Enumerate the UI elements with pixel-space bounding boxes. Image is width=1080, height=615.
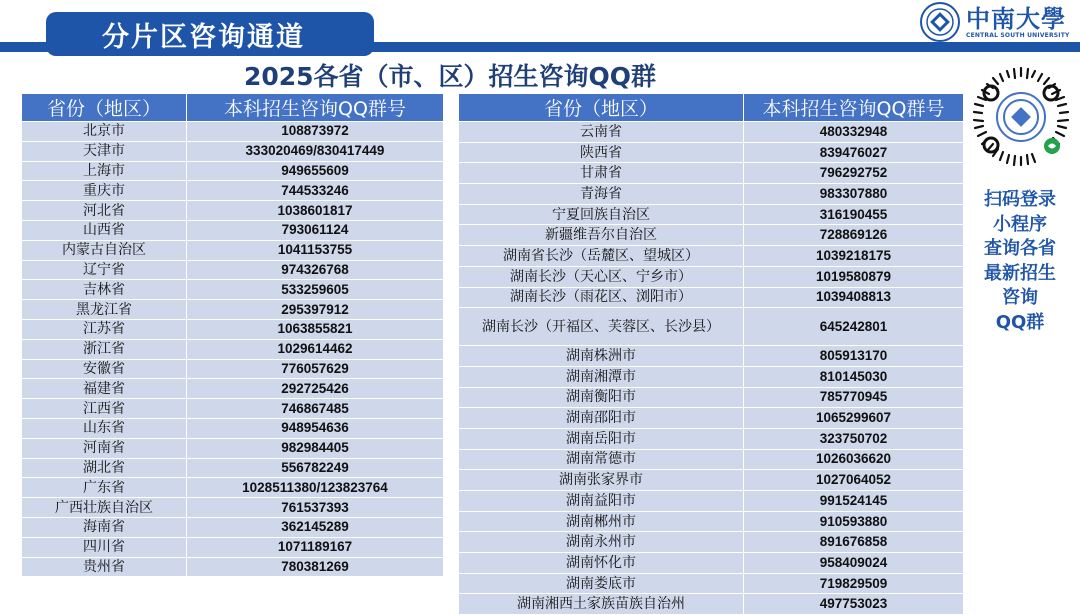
scan-instruction-line: 查询各省 <box>984 238 1056 259</box>
table-row <box>22 458 444 478</box>
table-row <box>459 246 964 267</box>
table-row <box>22 418 444 438</box>
region-cell: 湖南省长沙（岳麓区、望城区） <box>459 246 744 267</box>
scan-instruction-line: QQ群 <box>995 311 1045 333</box>
mini-program-qr-code-icon <box>970 66 1072 168</box>
column-header-qq: 本科招生咨询QQ群号 <box>744 94 964 122</box>
university-seal-icon <box>920 2 960 42</box>
table-row <box>459 491 964 512</box>
region-cell: 内蒙古自治区 <box>22 240 187 260</box>
region-cell: 四川省 <box>22 537 187 557</box>
logo-chinese-name: 中南大學 <box>966 3 1066 33</box>
table-row <box>22 379 444 399</box>
qq-number-cell[interactable]: 533259605 <box>187 280 444 300</box>
qq-number-cell[interactable]: 761537393 <box>187 498 444 518</box>
table-row <box>459 204 964 225</box>
qq-number-cell[interactable]: 982984405 <box>187 438 444 458</box>
region-cell: 河北省 <box>22 201 187 221</box>
qq-number-cell[interactable]: 839476027 <box>744 142 964 163</box>
table-row <box>22 122 444 142</box>
region-cell: 青海省 <box>459 184 744 205</box>
table-header-row <box>459 94 964 122</box>
scan-instruction-line: 小程序 <box>993 213 1047 235</box>
page-title: 2025各省（市、区）招生咨询QQ群 <box>243 62 657 91</box>
region-cell: 湖南长沙（雨花区、浏阳市） <box>459 287 744 308</box>
qq-number-cell[interactable]: 1026036620 <box>744 449 964 470</box>
table-row <box>22 280 444 300</box>
region-cell: 湖南衡阳市 <box>459 387 744 408</box>
qq-group-table-left <box>21 93 444 577</box>
table-row <box>459 287 964 308</box>
table-row <box>22 438 444 458</box>
column-header-province: 省份（地区） <box>22 94 187 122</box>
region-cell: 山东省 <box>22 418 187 438</box>
qq-number-cell[interactable]: 1065299607 <box>744 408 964 429</box>
region-cell: 北京市 <box>22 122 187 142</box>
qq-number-cell[interactable]: 1028511380/123823764 <box>187 478 444 498</box>
region-cell: 湖南长沙（天心区、宁乡市） <box>459 266 744 287</box>
table-row <box>22 141 444 161</box>
qq-number-cell[interactable]: 1039218175 <box>744 246 964 267</box>
region-cell: 浙江省 <box>22 339 187 359</box>
table-row <box>459 553 964 574</box>
table-row <box>459 266 964 287</box>
region-cell: 河南省 <box>22 438 187 458</box>
region-cell: 湖南湘西土家族苗族自治州 <box>459 594 744 615</box>
table-row <box>459 184 964 205</box>
region-cell: 新疆维吾尔自治区 <box>459 225 744 246</box>
region-cell: 湖南张家界市 <box>459 470 744 491</box>
scan-instruction <box>968 188 1072 335</box>
qq-number-cell[interactable]: 333020469/830417449 <box>187 141 444 161</box>
table-row <box>459 346 964 367</box>
region-cell: 吉林省 <box>22 280 187 300</box>
qq-number-cell[interactable]: 728869126 <box>744 225 964 246</box>
region-cell: 湖南怀化市 <box>459 553 744 574</box>
table-row <box>22 260 444 280</box>
qq-number-cell[interactable]: 776057629 <box>187 359 444 379</box>
region-cell: 上海市 <box>22 161 187 181</box>
table-row <box>459 532 964 553</box>
qq-number-cell[interactable]: 948954636 <box>187 418 444 438</box>
region-cell: 湖南湘潭市 <box>459 366 744 387</box>
region-cell: 江苏省 <box>22 319 187 339</box>
qq-number-cell[interactable]: 1019580879 <box>744 266 964 287</box>
region-cell: 贵州省 <box>22 557 187 577</box>
table-header-row <box>22 94 444 122</box>
table-row <box>459 122 964 143</box>
qq-number-cell[interactable]: 1029614462 <box>187 339 444 359</box>
region-cell: 湖南岳阳市 <box>459 428 744 449</box>
table-row <box>459 163 964 184</box>
qq-number-cell[interactable]: 292725426 <box>187 379 444 399</box>
qq-number-cell[interactable]: 974326768 <box>187 260 444 280</box>
region-cell: 重庆市 <box>22 181 187 201</box>
qq-number-cell[interactable]: 362145289 <box>187 517 444 537</box>
logo-english-name: CENTRAL SOUTH UNIVERSITY <box>966 31 1070 39</box>
qq-number-cell[interactable]: 780381269 <box>187 557 444 577</box>
column-header-qq: 本科招生咨询QQ群号 <box>187 94 444 122</box>
qq-number-cell[interactable]: 949655609 <box>187 161 444 181</box>
region-cell: 江西省 <box>22 399 187 419</box>
region-cell: 湖南郴州市 <box>459 511 744 532</box>
qq-group-table-right <box>458 93 964 615</box>
qq-number-cell[interactable]: 1071189167 <box>187 537 444 557</box>
table-row <box>459 511 964 532</box>
region-cell: 山西省 <box>22 220 187 240</box>
region-cell: 辽宁省 <box>22 260 187 280</box>
qq-number-cell[interactable]: 810145030 <box>744 366 964 387</box>
qq-number-cell[interactable]: 983307880 <box>744 184 964 205</box>
table-row <box>459 308 964 346</box>
table-row <box>459 573 964 594</box>
region-cell: 陕西省 <box>459 142 744 163</box>
scan-instruction-line: 咨询 <box>1002 287 1038 308</box>
qq-number-cell[interactable]: 497753023 <box>744 594 964 615</box>
column-header-province: 省份（地区） <box>459 94 744 122</box>
region-cell: 广西壮族自治区 <box>22 498 187 518</box>
table-row <box>22 220 444 240</box>
qq-number-cell[interactable]: 891676858 <box>744 532 964 553</box>
table-row <box>22 339 444 359</box>
table-row <box>22 161 444 181</box>
table-row <box>22 399 444 419</box>
qq-number-cell[interactable]: 958409024 <box>744 553 964 574</box>
table-row <box>459 449 964 470</box>
qq-number-cell[interactable]: 108873972 <box>187 122 444 142</box>
region-cell: 福建省 <box>22 379 187 399</box>
qq-number-cell[interactable]: 295397912 <box>187 300 444 320</box>
scan-instruction-line: 扫码登录 <box>984 189 1056 210</box>
table-row <box>459 366 964 387</box>
qq-number-cell[interactable]: 323750702 <box>744 428 964 449</box>
table-row <box>459 142 964 163</box>
table-row <box>22 498 444 518</box>
region-cell: 天津市 <box>22 141 187 161</box>
table-row <box>459 387 964 408</box>
table-row <box>22 201 444 221</box>
qq-number-cell[interactable]: 910593880 <box>744 511 964 532</box>
section-title: 分片区咨询通道 <box>102 21 305 53</box>
qq-number-cell[interactable]: 1027064052 <box>744 470 964 491</box>
table-row <box>459 225 964 246</box>
table-row <box>459 408 964 429</box>
qq-number-cell[interactable]: 746867485 <box>187 399 444 419</box>
region-cell: 安徽省 <box>22 359 187 379</box>
table-row <box>459 594 964 615</box>
qq-number-cell[interactable]: 1041153755 <box>187 240 444 260</box>
region-cell: 海南省 <box>22 517 187 537</box>
region-cell: 湖北省 <box>22 458 187 478</box>
qq-number-cell[interactable]: 793061124 <box>187 220 444 240</box>
table-row <box>22 359 444 379</box>
table-row <box>22 537 444 557</box>
region-cell: 湖南益阳市 <box>459 491 744 512</box>
qq-number-cell[interactable]: 796292752 <box>744 163 964 184</box>
region-cell: 宁夏回族自治区 <box>459 204 744 225</box>
qq-number-cell[interactable]: 556782249 <box>187 458 444 478</box>
region-cell: 云南省 <box>459 122 744 143</box>
region-cell: 甘肃省 <box>459 163 744 184</box>
scan-instruction-line: 最新招生 <box>984 262 1056 284</box>
qq-number-cell[interactable]: 991524145 <box>744 491 964 512</box>
table-row <box>22 181 444 201</box>
region-cell: 湖南株洲市 <box>459 346 744 367</box>
qq-number-cell[interactable]: 480332948 <box>744 122 964 143</box>
region-cell: 黑龙江省 <box>22 300 187 320</box>
qq-number-cell[interactable]: 1039408813 <box>744 287 964 308</box>
table-row <box>459 470 964 491</box>
qq-number-cell[interactable]: 719829509 <box>744 573 964 594</box>
table-row <box>459 428 964 449</box>
qq-number-cell[interactable]: 1063855821 <box>187 319 444 339</box>
region-cell: 湖南长沙（开福区、芙蓉区、长沙县） <box>459 308 744 346</box>
mini-program-qr-code[interactable] <box>970 66 1072 168</box>
region-cell: 湖南娄底市 <box>459 573 744 594</box>
section-title-tab <box>46 12 374 56</box>
university-logo <box>920 2 1072 42</box>
region-cell: 湖南永州市 <box>459 532 744 553</box>
table-row <box>22 300 444 320</box>
table-row <box>22 517 444 537</box>
qq-number-cell[interactable]: 316190455 <box>744 204 964 225</box>
region-cell: 湖南邵阳市 <box>459 408 744 429</box>
qq-number-cell[interactable]: 744533246 <box>187 181 444 201</box>
qq-number-cell[interactable]: 645242801 <box>744 308 964 346</box>
region-cell: 湖南常德市 <box>459 449 744 470</box>
table-row <box>22 319 444 339</box>
table-row <box>22 478 444 498</box>
qq-number-cell[interactable]: 805913170 <box>744 346 964 367</box>
qq-number-cell[interactable]: 1038601817 <box>187 201 444 221</box>
region-cell: 广东省 <box>22 478 187 498</box>
table-row <box>22 240 444 260</box>
table-row <box>22 557 444 577</box>
qq-number-cell[interactable]: 785770945 <box>744 387 964 408</box>
